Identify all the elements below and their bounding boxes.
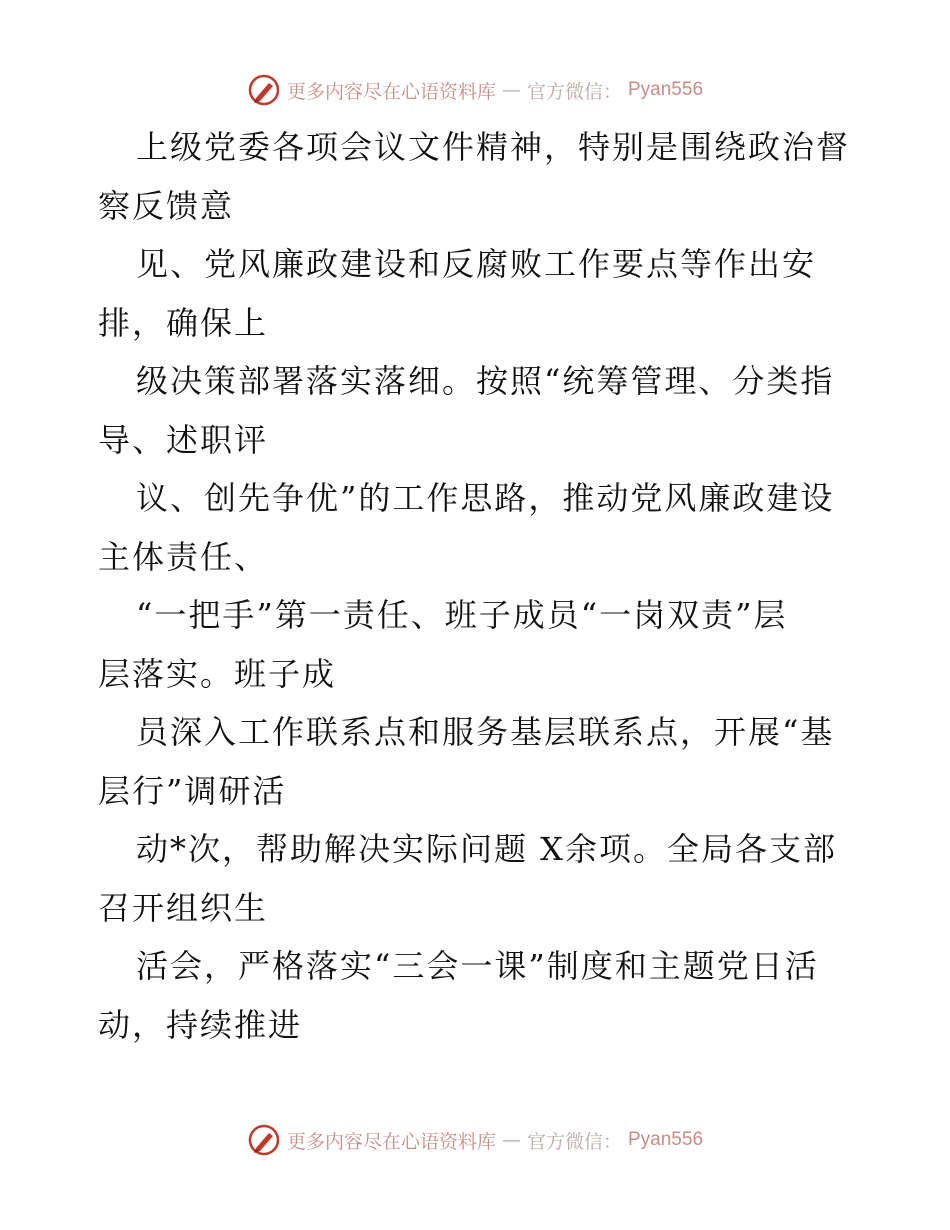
- paragraph-line: 上级党委各项会议文件精神，特别是围绕政治督: [136, 128, 851, 166]
- watermark-wechat-label: 官方微信：: [526, 1130, 622, 1153]
- paragraph: [98, 469, 858, 586]
- watermark-dash: —: [501, 79, 521, 101]
- pen-circle-logo-icon: [247, 1123, 281, 1157]
- paragraph: [98, 352, 858, 469]
- paragraph-line: “一把手”第一责任、班子成员“一岗双责”层: [136, 596, 788, 634]
- paragraph-line: 导、述职评: [98, 420, 269, 459]
- watermark-dash: —: [501, 1129, 521, 1151]
- paragraph-line: 员深入工作联系点和服务基层联系点，开展“基: [136, 713, 835, 751]
- paragraph: [98, 703, 858, 820]
- paragraph: [98, 586, 858, 703]
- paragraph: [98, 118, 858, 235]
- paragraph-line: 层落实。班子成: [98, 654, 337, 693]
- watermark-text: 更多内容尽在心语资料库: [286, 80, 496, 103]
- watermark-wechat-id: Pyan556: [628, 79, 704, 100]
- document-body: [98, 118, 858, 1054]
- paragraph-line: 主体责任、: [98, 537, 269, 576]
- footer-watermark: [0, 1120, 950, 1160]
- paragraph: [98, 235, 858, 352]
- paragraph-line: 察反馈意: [98, 186, 235, 225]
- watermark-text: 更多内容尽在心语资料库: [286, 1130, 496, 1153]
- paragraph: [98, 937, 858, 1054]
- header-watermark: [0, 70, 950, 110]
- paragraph-line: 排，确保上: [98, 303, 269, 342]
- pen-circle-logo-icon: [247, 73, 281, 107]
- paragraph-line: 动，持续推进: [98, 1005, 303, 1044]
- paragraph-line: 活会，严格落实“三会一课”制度和主题党日活: [136, 947, 819, 985]
- paragraph: [98, 820, 858, 937]
- paragraph-line: 议、创先争优”的工作思路，推动党风廉政建设: [136, 479, 835, 517]
- paragraph-line: 层行”调研活: [98, 771, 287, 810]
- paragraph-line: 见、党风廉政建设和反腐败工作要点等作出安: [136, 245, 817, 283]
- paragraph-line: 级决策部署落实落细。按照“统筹管理、分类指: [136, 362, 835, 400]
- paragraph-line: 动*次，帮助解决实际问题 X余项。全局各支部: [136, 830, 837, 868]
- watermark-wechat-label: 官方微信：: [526, 80, 622, 103]
- paragraph-line: 召开组织生: [98, 888, 269, 927]
- watermark-wechat-id: Pyan556: [628, 1129, 704, 1150]
